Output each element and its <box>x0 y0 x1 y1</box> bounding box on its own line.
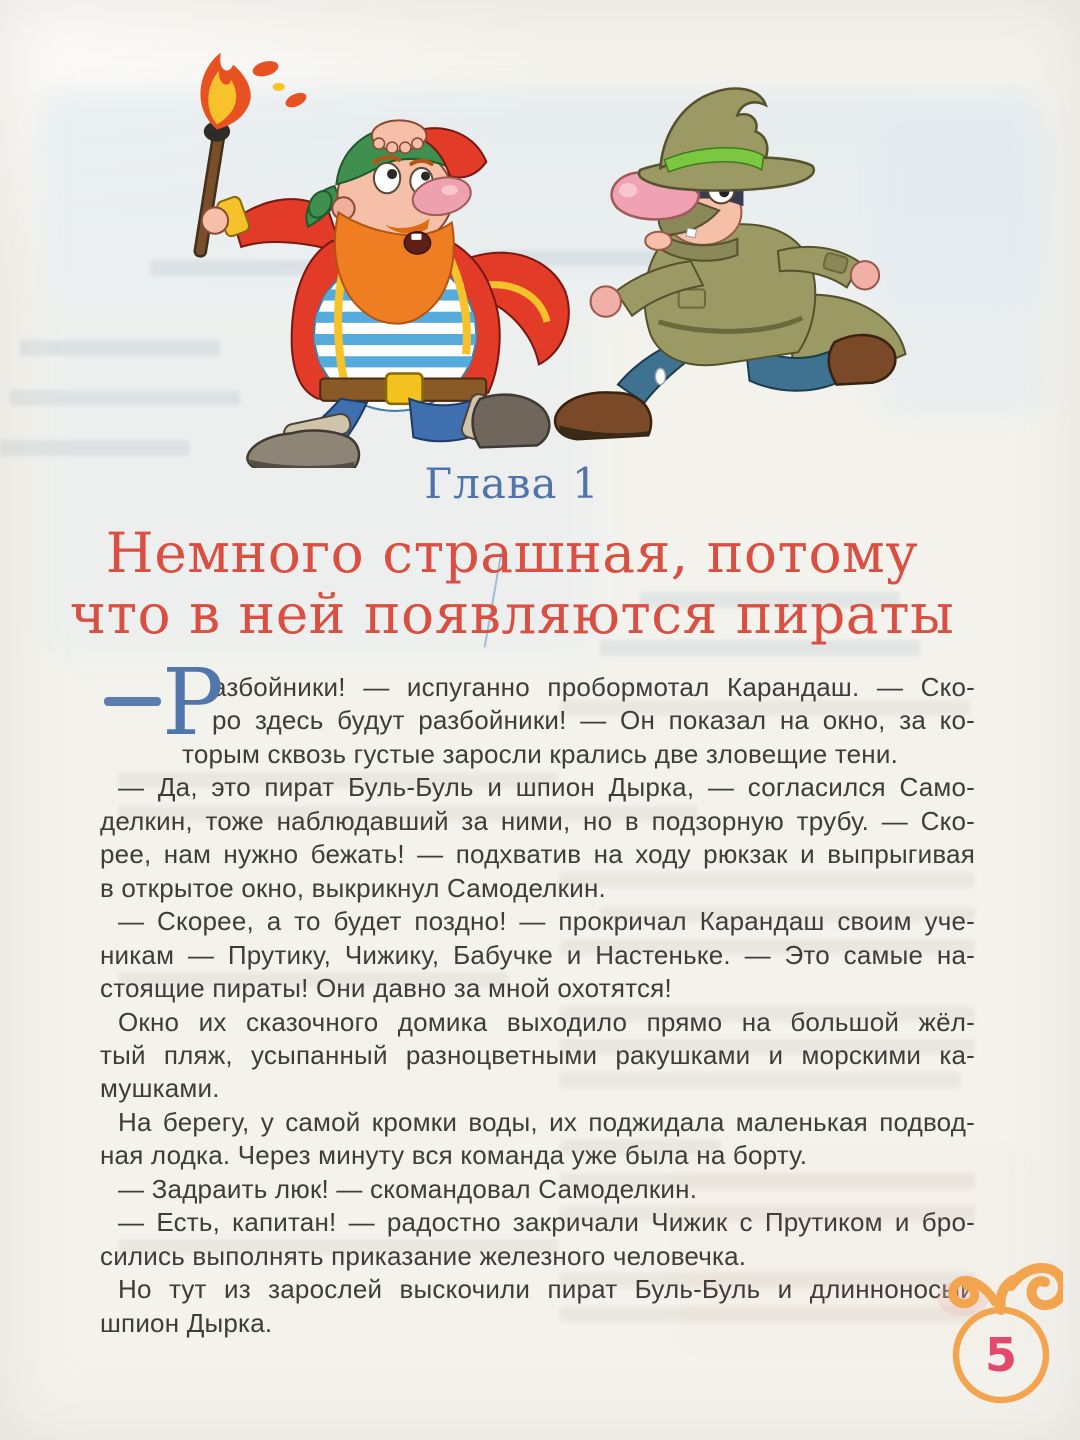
paragraph <box>100 1206 975 1273</box>
text-line: стоящие пираты! Они давно за мной охотятся! <box>100 973 672 1004</box>
text-line: Но тут из зарослей выскочили пират Буль-Буль и длинноносый <box>118 1274 975 1305</box>
text-line: ро здесь будут разбойники! — Он показал на окно, за ко- <box>212 705 975 736</box>
text-line: азбойники! — испуганно пробормотал Карандаш. — Ско- <box>212 672 975 702</box>
dialogue-dash <box>104 697 161 706</box>
chapter-heading <box>0 460 1024 645</box>
paragraph <box>100 905 975 1005</box>
text-line: никам — Прутику, Чижику, Бабучке и Настеньке. — Это самые на- <box>100 939 975 970</box>
page-number-ornament <box>933 1238 1063 1418</box>
paragraph <box>100 1273 975 1340</box>
chapter-title-line-1: Немного страшная, потому <box>105 521 919 585</box>
chapter-title <box>0 523 1024 645</box>
text-line: ная лодка. Через минуту вся команда уже была на борту. <box>100 1140 808 1171</box>
text-line: Окно их сказочного домика выходило прямо на большой жёл- <box>118 1006 975 1037</box>
pirate-character <box>194 53 569 469</box>
paragraph <box>100 649 975 771</box>
spy-character <box>555 89 905 440</box>
chapter-title-line-2: что в ней появляются пираты <box>69 582 955 646</box>
paragraph <box>100 1006 975 1106</box>
text-line: — Есть, капитан! — радостно закричали Чижик с Прутиком и бро- <box>118 1207 975 1238</box>
text-line: шпион Дырка. <box>100 1307 273 1338</box>
text-line: сились выполнять приказание железного человечка. <box>100 1240 747 1271</box>
text-line: — Да, это пират Буль-Буль и шпион Дырка, — согласился Само- <box>118 772 975 803</box>
page-number: 5 <box>984 1328 1018 1382</box>
text-line: тый пляж, усыпанный разноцветными ракушками и морскими ка- <box>100 1039 975 1070</box>
text-line: торым сквозь густые заросли крались две зловещие тени. <box>182 738 899 769</box>
text-line: — Задраить люк! — скомандовал Самоделкин. <box>118 1173 698 1204</box>
swirl-ornament-icon <box>953 1268 1063 1310</box>
illustration-pirate-and-spy <box>140 42 950 468</box>
drop-cap <box>100 649 225 756</box>
chapter-label: Глава 1 <box>424 459 600 508</box>
paragraph <box>100 1106 975 1173</box>
text-line: в открытое окно, выкрикнул Самоделкин. <box>100 872 606 903</box>
paragraph <box>100 771 975 905</box>
text-line: — Скорее, а то будет поздно! — прокричал Карандаш своим уче- <box>118 906 975 937</box>
text-line: делкин, тоже наблюдавший за ними, но в подзорную трубу. — Ско- <box>100 805 975 836</box>
text-line: мушками. <box>100 1073 220 1104</box>
paragraph <box>100 1173 975 1206</box>
body-text <box>100 649 975 1340</box>
text-line: На берегу, у самой кромки воды, их поджидала маленькая подвод- <box>118 1106 975 1137</box>
text-line: рее, нам нужно бежать! — подхватив на ходу рюкзак и выпрыгивая <box>100 839 975 870</box>
drop-cap-letter: Р <box>162 649 225 756</box>
